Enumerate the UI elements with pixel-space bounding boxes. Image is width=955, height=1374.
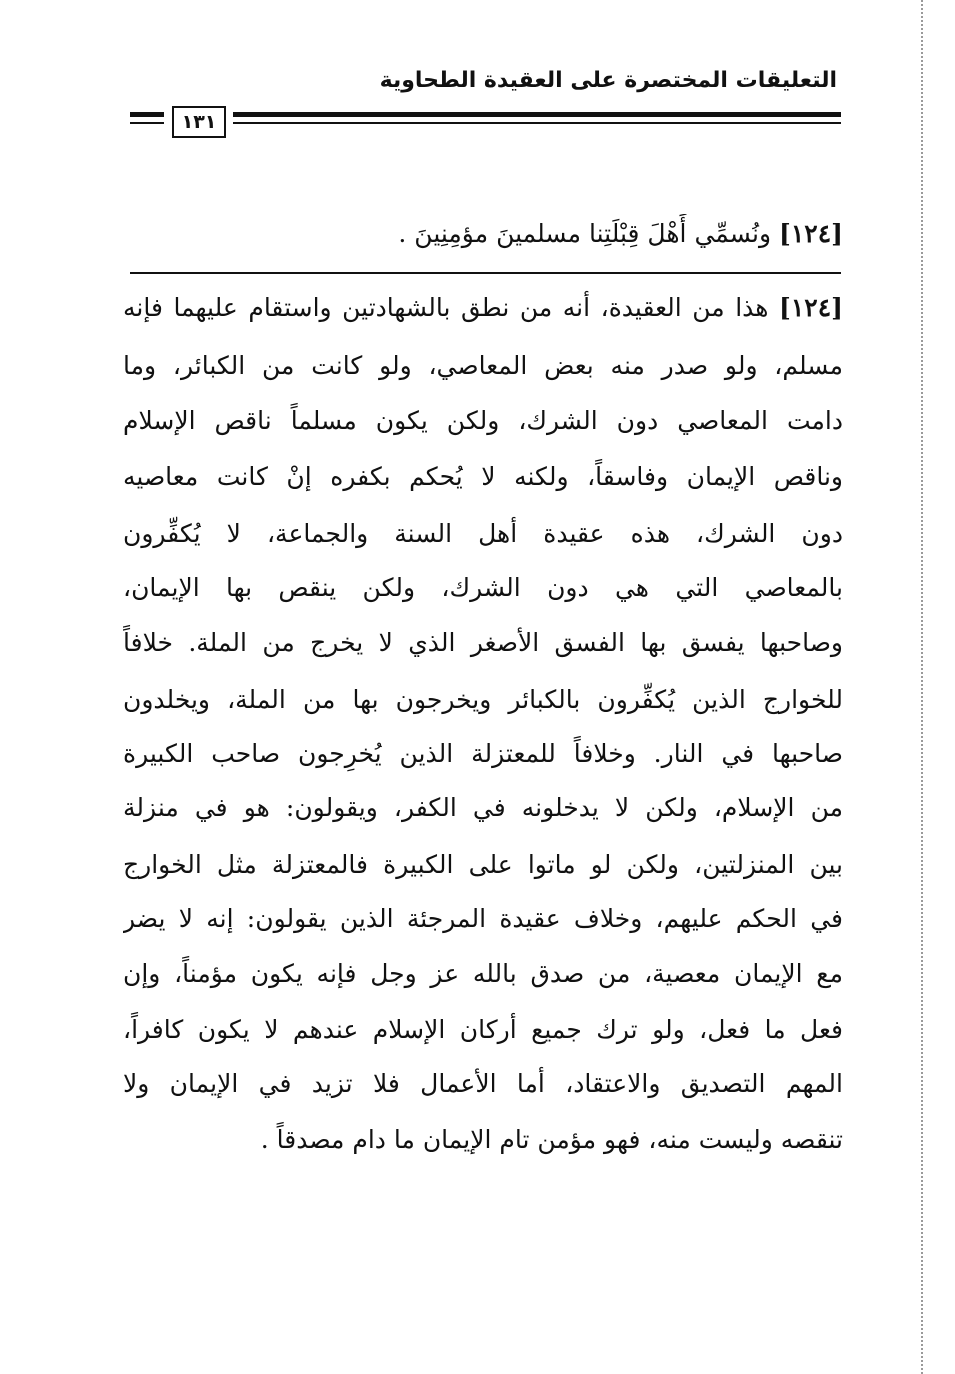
commentary-line: وناقص الإيمان وفاسقاً، ولكنه لا يُحكم بكفره إنْ كانت معاصيه — [123, 462, 843, 491]
header-rule-short-thin — [130, 122, 164, 124]
header-rule-short-thick — [130, 112, 164, 117]
matn-line — [123, 214, 843, 254]
commentary-line: بين المنزلتين، ولكن لو ماتوا على الكبيرة فالمعتزلة مثل الخوارج — [123, 850, 843, 879]
commentary-number: [١٢٤] — [779, 293, 843, 322]
header-rule-thick — [233, 112, 841, 117]
commentary-line: فعل ما فعل، ولو ترك جميع أركان الإسلام عندهم لا يكون كافراً، — [123, 1015, 843, 1044]
page-number: ١٣١ — [172, 106, 226, 138]
commentary-line: تنقصه وليست منه، فهو مؤمن تام الإيمان ما دام مصدقاً . — [260, 1125, 843, 1154]
matn-commentary-separator — [130, 272, 841, 274]
commentary-line: بالمعاصي التي هي دون الشرك، ولكن ينقص بها الإيمان، — [123, 573, 843, 602]
commentary-line: المهم التصديق والاعتقاد، أما الأعمال فلا تزيد في الإيمان ولا — [123, 1069, 843, 1098]
commentary-line: مع الإيمان معصية، من صدق بالله عز وجل فإنه يكون مؤمناً، وإن — [123, 959, 843, 988]
commentary-text: هذا من العقيدة، أنه من نطق بالشهادتين واستقام عليهما فإنه — [123, 293, 769, 322]
commentary-line: في الحكم عليهم، وخلاف عقيدة المرجئة الذين يقولون: إنه لا يضر — [123, 904, 843, 933]
commentary-line: صاحبها في النار. وخلافاً للمعتزلة الذين يُخرِجون صاحب الكبيرة — [123, 739, 843, 768]
matn-number: [١٢٤] — [779, 219, 843, 248]
page-edge-dotted-line — [921, 0, 923, 1374]
commentary-line — [123, 288, 843, 328]
commentary-line: مسلم، ولو صدر منه بعض المعاصي، ولو كانت من الكبائر، وما — [123, 351, 843, 380]
commentary-line: وصاحبها يفسق بها الفسق الأصغر الذي لا يخرج من الملة. خلافاً — [123, 628, 843, 657]
commentary-line: للخوارج الذين يُكفِّرون بالكبائر ويخرجون بها من الملة، ويخلدون — [123, 685, 843, 714]
commentary-line: من الإسلام، ولكن لا يدخلونه في الكفر، ويقولون: هو في منزلة — [123, 793, 843, 822]
commentary-line: دامت المعاصي دون الشرك، ولكن يكون مسلماً ناقص الإسلام — [123, 406, 843, 435]
commentary-line: دون الشرك، هذه عقيدة أهل السنة والجماعة، لا يُكفِّرون — [123, 519, 843, 548]
matn-text: ونُسمِّي أَهْلَ قِبْلَتِنا مسلمينَ مؤمِنِينَ . — [398, 219, 772, 248]
running-title: التعليقات المختصرة على العقيدة الطحاوية — [379, 68, 837, 93]
header-rule-thin — [233, 122, 841, 124]
